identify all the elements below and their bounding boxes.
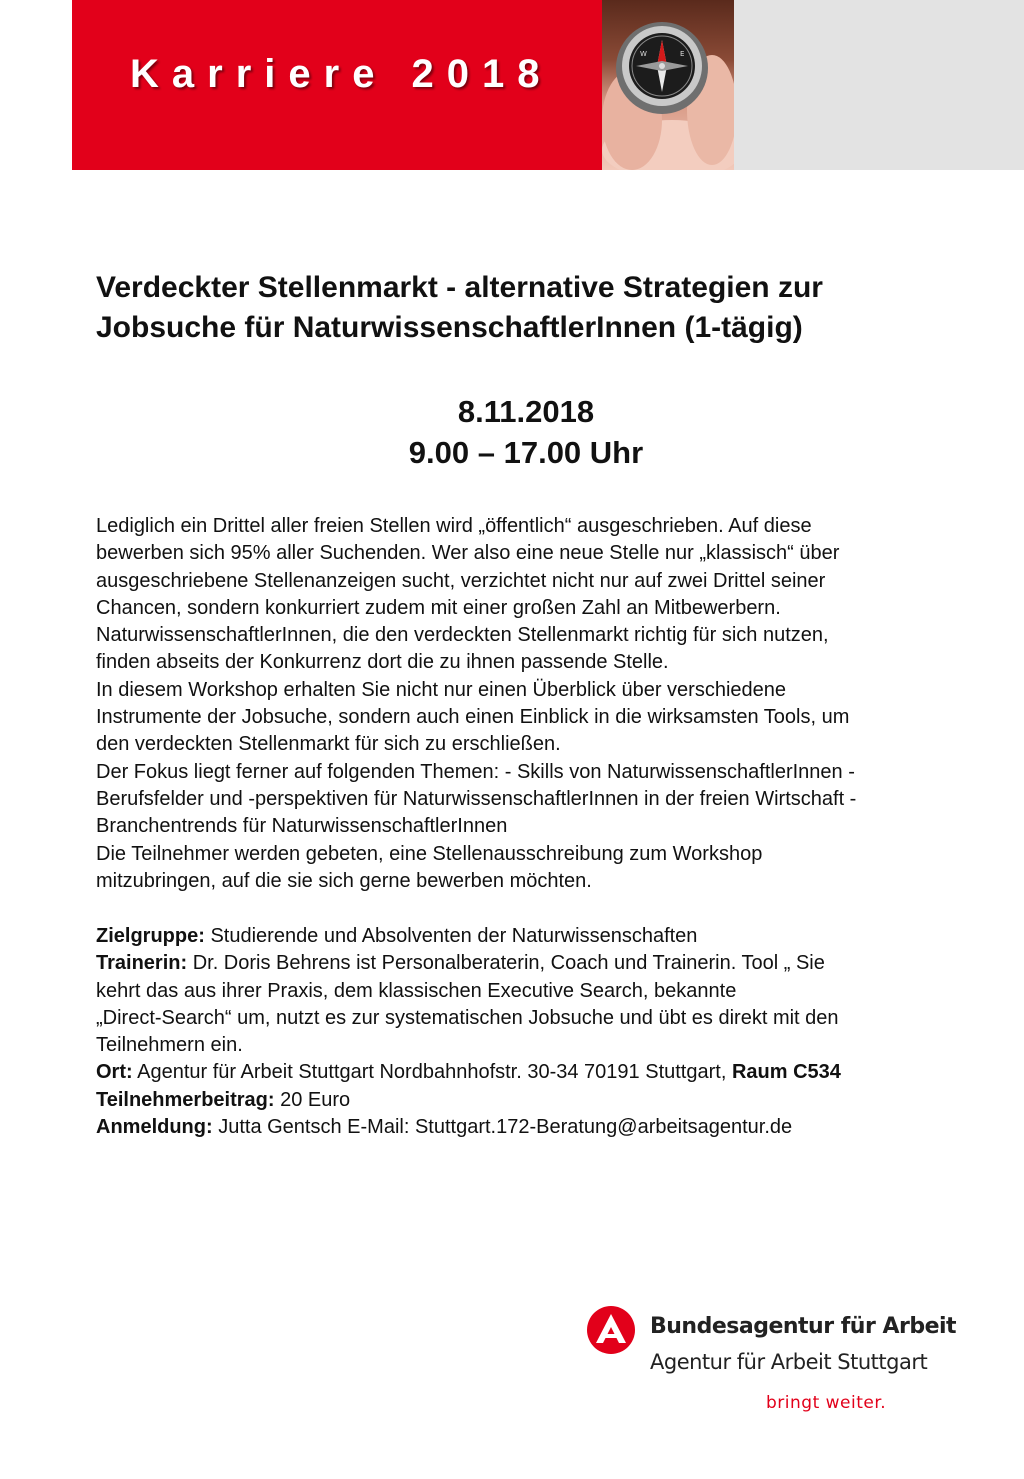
event-date: 8.11.2018 (457, 394, 595, 429)
banner-red-panel (72, 0, 602, 170)
agency-name: Agentur für Arbeit Stuttgart (650, 1350, 928, 1374)
description (96, 513, 976, 895)
trainer-label: Trainerin: (96, 952, 188, 975)
target-group-label: Zielgruppe: (96, 925, 205, 947)
description-line: bewerben sich 95% aller Suchenden. Wer also eine neue Stelle nur „klassisch“ über (96, 542, 840, 565)
location-label: Ort: (96, 1061, 133, 1084)
banner-title: Karriere 2018 (130, 52, 553, 96)
registration (96, 1114, 976, 1141)
title-line-1: Verdeckter Stellenmarkt - alternative Strategien zur (96, 271, 823, 304)
description-line: Der Fokus liegt ferner auf folgenden Themen: - Skills von NaturwissenschaftlerInnen - (96, 760, 855, 783)
trainer-line: „Direct-Search“ um, nutzt es zur systematischen Jobsuche und übt es direkt mit den (96, 1006, 839, 1029)
description-line: Branchentrends für NaturwissenschaftlerInnen (96, 815, 508, 838)
event-details (96, 923, 976, 1141)
description-line: Berufsfelder und -perspektiven für NaturwissenschaftlerInnen in der freien Wirtschaft - (96, 787, 857, 810)
trainer-line: kehrt das aus ihrer Praxis, dem klassischen Executive Search, bekannte (96, 979, 737, 1002)
banner-grey-panel (734, 0, 1024, 170)
trainer-line: Teilnehmern ein. (96, 1034, 243, 1057)
slogan: bringt weiter. (766, 1393, 887, 1413)
event-date-time (96, 391, 956, 473)
target-group (96, 923, 976, 950)
fee (96, 1087, 976, 1114)
org-name: Bundesagentur für Arbeit (650, 1314, 957, 1339)
trainer (96, 950, 976, 977)
svg-text:E: E (680, 50, 685, 58)
header-banner (72, 0, 1024, 170)
compass-in-hands-icon (602, 0, 734, 170)
target-group-value: Studierende und Absolventen der Naturwissenschaften (204, 925, 698, 947)
description-line: den verdeckten Stellenmarkt für sich zu erschließen. (96, 733, 561, 756)
registration-value: Jutta Gentsch E-Mail: Stuttgart.172-Beratung@arbeitsagentur.de (212, 1116, 793, 1139)
title-line-2: Jobsuche für NaturwissenschaftlerInnen (1-tägig) (96, 311, 803, 344)
description-line: Lediglich ein Drittel aller freien Stellen wird „öffentlich“ ausgeschrieben. Auf diese (96, 515, 812, 537)
event-time: 9.00 – 17.00 Uhr (408, 435, 644, 470)
description-line: NaturwissenschaftlerInnen, die den verdeckten Stellenmarkt richtig für sich nutzen, (96, 624, 829, 647)
description-line: Chancen, sondern konkurriert zudem mit einer großen Zahl an Mitbewerbern. (96, 596, 781, 619)
page-title (96, 268, 976, 348)
fee-label: Teilnehmerbeitrag: (96, 1088, 275, 1111)
footer-logo (586, 1300, 966, 1420)
trainer-value: Dr. Doris Behrens ist Personalberaterin, Coach und Trainerin. Tool „ Sie (187, 952, 825, 975)
svg-text:W: W (640, 50, 647, 58)
location (96, 1059, 976, 1086)
location-value: Agentur für Arbeit Stuttgart Nordbahnhofstr. 30-34 70191 Stuttgart, (132, 1061, 732, 1084)
description-line: Die Teilnehmer werden gebeten, eine Stellenausschreibung zum Workshop (96, 842, 763, 865)
description-line: finden abseits der Konkurrenz dort die zu ihnen passende Stelle. (96, 651, 669, 674)
room: Raum C534 (731, 1061, 841, 1084)
description-line: mitzubringen, auf die sie sich gerne bewerben möchten. (96, 869, 592, 892)
fee-value: 20 Euro (274, 1088, 351, 1111)
bundesagentur-logo-icon (586, 1305, 636, 1355)
registration-label: Anmeldung: (96, 1116, 213, 1139)
description-line: In diesem Workshop erhalten Sie nicht nur einen Überblick über verschiedene (96, 678, 787, 701)
description-line: Instrumente der Jobsuche, sondern auch einen Einblick in die wirksamsten Tools, um (96, 706, 850, 729)
description-line: ausgeschriebene Stellenanzeigen sucht, verzichtet nicht nur auf zwei Drittel seiner (96, 569, 826, 592)
